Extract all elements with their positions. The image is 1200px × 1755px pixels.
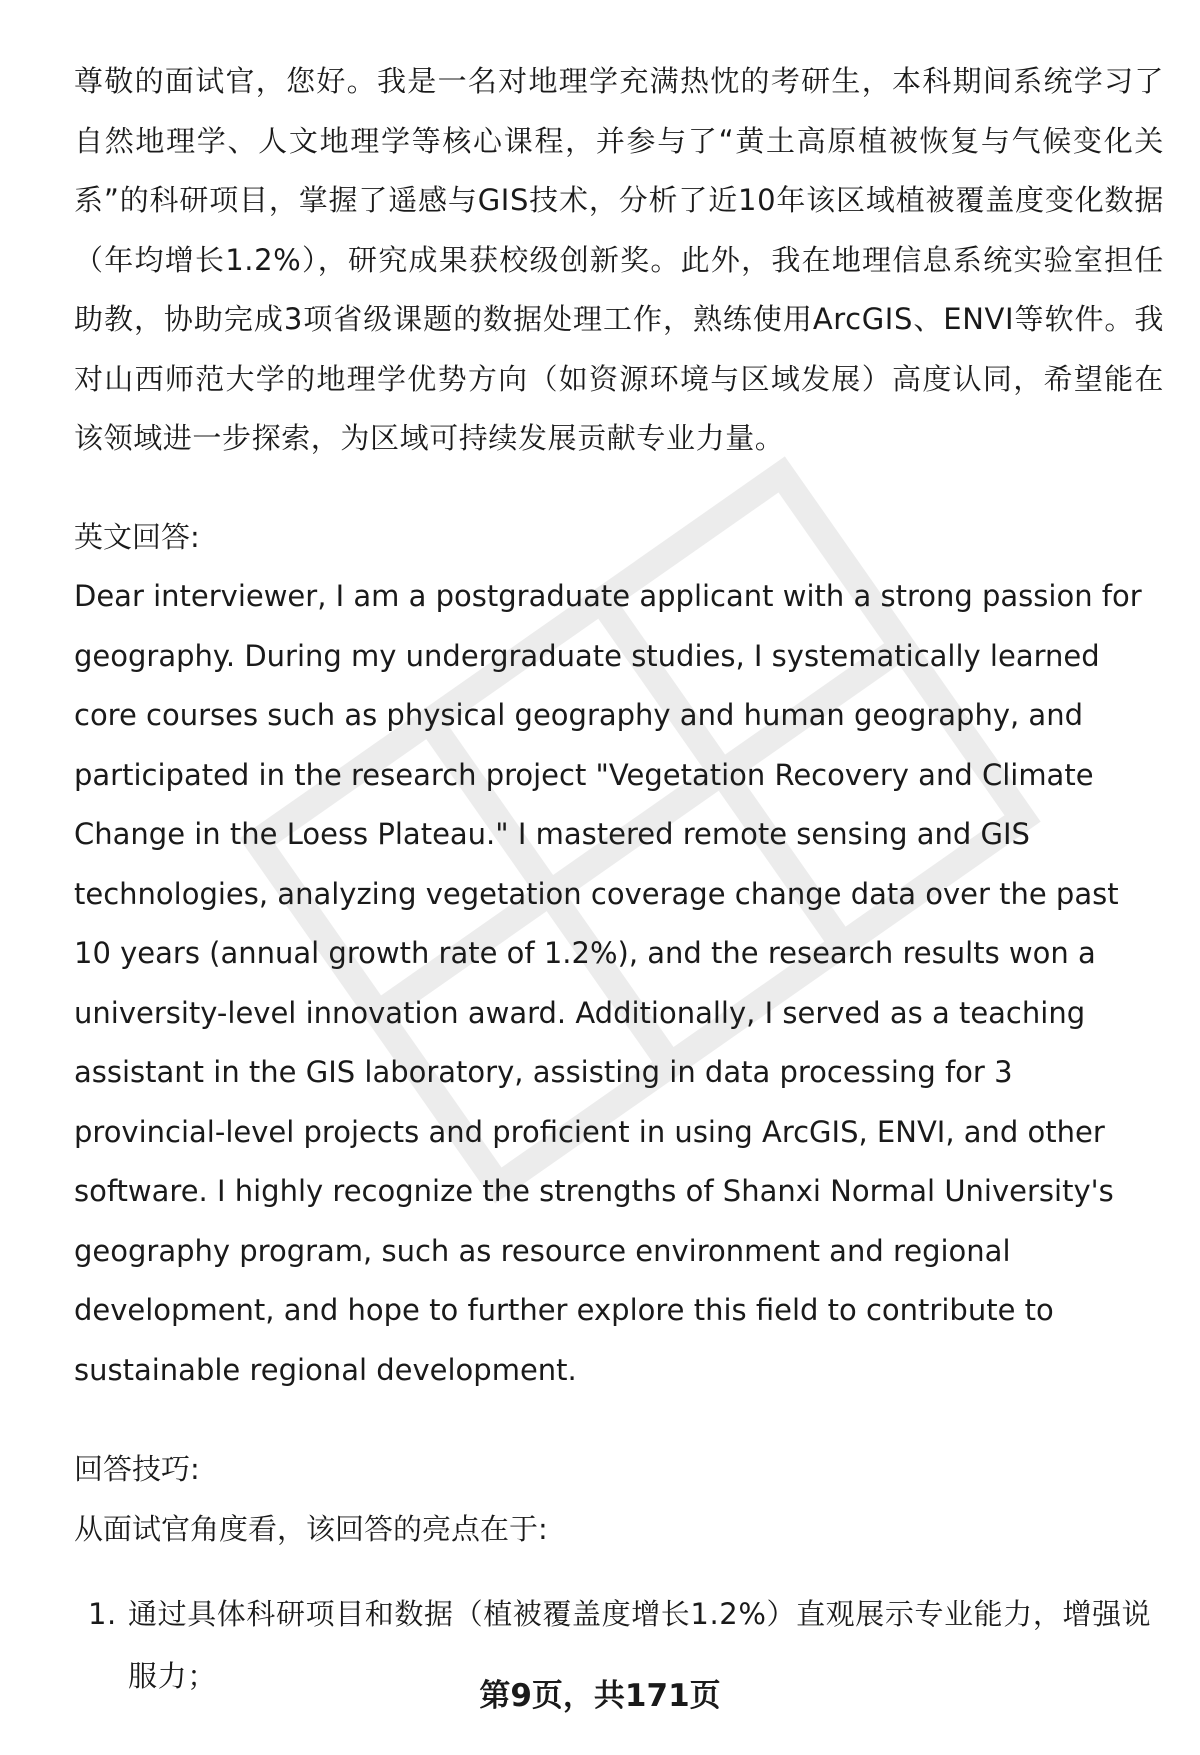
english-answer-paragraph: Dear interviewer, I am a postgraduate applicant with a strong passion for geography. During my undergraduate studies, I systematically learned core courses such as physical geography and human geography, and participated in the research project "Vegetation Recovery and Climate Change in the Loess Plateau." I mastered remote sensing and GIS technologies, analyzing vegetation coverage change data over the past 10 years (annual growth rate of 1.2%), and the research results won a university-level innovation award. Additionally, I served as a teaching assistant in the GIS laboratory, assisting in data processing for 3 provincial-level projects and proficient in using ArcGIS, ENVI, and other software. I highly recognize the strengths of Shanxi Normal University's geography program, such as resource environment and regional development, and hope to further explore this field to contribute to sustainable regional development. [74, 579, 1142, 1387]
page-number-footer: 第9页，共171页 [479, 1678, 721, 1714]
tips-intro: 从面试官角度看，该回答的亮点在于: [74, 1511, 548, 1546]
intro-paragraph-cn: 尊敬的面试官，您好。我是一名对地理学充满热忱的考研生，本科期间系统学习了自然地理学、人文地理学等核心课程，并参与了“黄土高原植被恢复与气候变化关系”的科研项目，掌握了遥感与GIS技术，分析了近10年该区域植被覆盖度变化数据（年均增长1.2%），研究成果获校级创新奖。此外，我在地理信息系统实验室担任助教，协助完成3项省级课题的数据处理工作，熟练使用ArcGIS、ENVI等软件。我对山西师范大学的地理学优势方向（如资源环境与区域发展）高度认同，希望能在该领域进一步探索，为区域可持续发展贡献专业力量。 [74, 64, 1164, 455]
document-body [74, 52, 1164, 1707]
english-answer-heading: 英文回答: [74, 519, 200, 554]
list-item-number: 1. [88, 1597, 117, 1631]
tips-heading: 回答技巧: [74, 1452, 200, 1486]
list-item-text: 通过具体科研项目和数据（植被覆盖度增长1.2%）直观展示专业能力，增强说服力； [128, 1597, 1152, 1693]
